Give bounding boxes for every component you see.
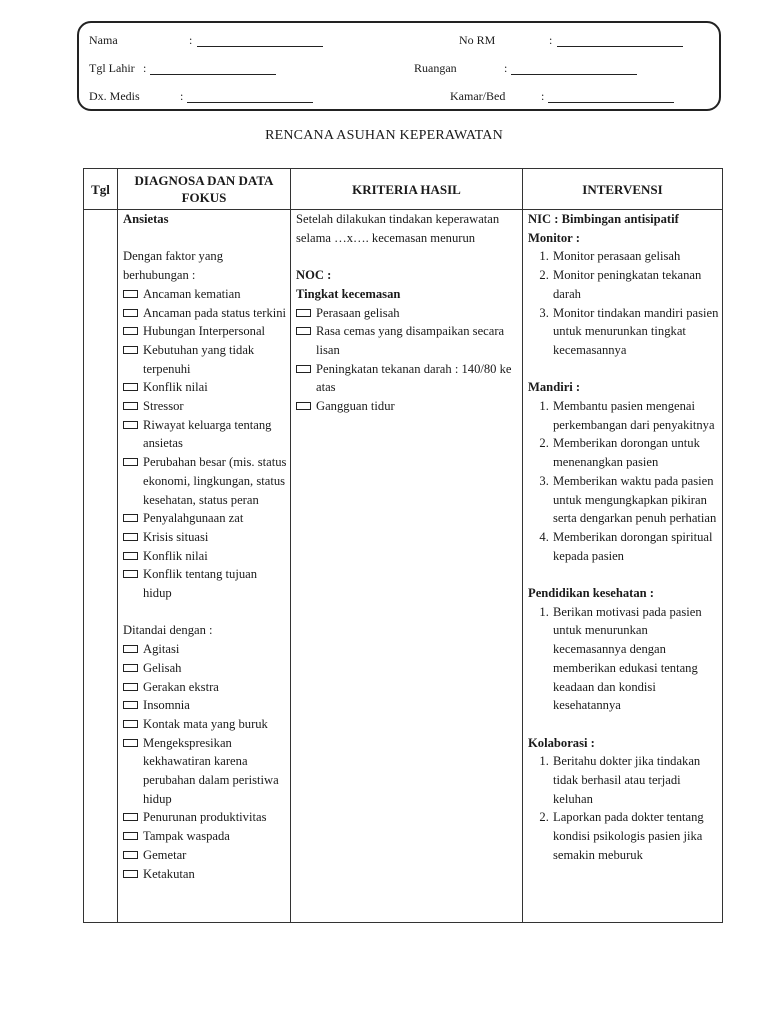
- checkbox-icon[interactable]: [123, 402, 138, 410]
- checkbox-icon[interactable]: [123, 290, 138, 298]
- checkbox-icon[interactable]: [123, 720, 138, 728]
- faktor-item-label: Ancaman kematian: [143, 286, 241, 301]
- tgl-lahir-field: [89, 61, 147, 76]
- nama-line: [197, 46, 323, 47]
- faktor-item: [123, 304, 288, 323]
- ditandai-item: [123, 696, 288, 715]
- kriteria-item: [296, 397, 520, 416]
- noc-label: NOC :: [296, 268, 332, 283]
- kriteria-item: [296, 360, 520, 397]
- checkbox-icon[interactable]: [123, 514, 138, 522]
- kamar-bed-line: [548, 102, 674, 103]
- kriteria-list: [296, 304, 520, 416]
- faktor-item: [123, 285, 288, 304]
- ditandai-list: [123, 640, 288, 883]
- monitor-item: 3. Monitor tindakan mandiri pasien untuk menurunkan tingkat kecemasannya: [552, 304, 720, 360]
- ditandai-item: [123, 808, 288, 827]
- checkbox-icon[interactable]: [123, 645, 138, 653]
- checkbox-icon[interactable]: [123, 832, 138, 840]
- checkbox-icon[interactable]: [296, 365, 311, 373]
- faktor-item-label: Stressor: [143, 399, 184, 414]
- kriteria-item-label: Peningkatan tekanan darah : 140/80 ke atas: [316, 361, 512, 395]
- checkbox-icon[interactable]: [123, 851, 138, 859]
- faktor-item-label: Krisis situasi: [143, 529, 209, 544]
- care-plan-table: [83, 168, 723, 923]
- kriteria-cell: [291, 210, 523, 923]
- ruangan-label: Ruangan: [414, 61, 457, 75]
- ruangan-field: [414, 61, 508, 76]
- kriteria-intro: Setelah dilakukan tindakan keperawatan selama …x…. kecemasan menurun: [296, 212, 500, 245]
- pendidikan-list: [528, 603, 720, 715]
- kriteria-item: [296, 322, 520, 359]
- ditandai-item: [123, 715, 288, 734]
- faktor-item: [123, 528, 288, 547]
- ditandai-item-label: Gerakan ekstra: [143, 679, 219, 694]
- tgl-cell: [84, 210, 118, 923]
- ditandai-item-label: Insomnia: [143, 698, 190, 713]
- col-diagnosa-header: DIAGNOSA DAN DATA FOKUS: [118, 169, 291, 210]
- faktor-item: [123, 322, 288, 341]
- tgl-lahir-colon: :: [143, 61, 147, 75]
- mandiri-label: Mandiri :: [528, 380, 581, 395]
- kriteria-item-label: Rasa cemas yang disampaikan secara lisan: [316, 324, 505, 357]
- kolaborasi-item: 2. Laporkan pada dokter tentang kondisi psikologis pasien jika semakin meburuk: [552, 808, 720, 864]
- faktor-item-label: Ancaman pada status terkini: [143, 305, 287, 320]
- checkbox-icon[interactable]: [296, 309, 311, 317]
- checkbox-icon[interactable]: [296, 402, 311, 410]
- faktor-item-label: Hubungan Interpersonal: [143, 324, 266, 339]
- ruangan-line: [511, 74, 637, 75]
- ditandai-item-label: Tampak waspada: [143, 829, 230, 844]
- ditandai-item: [123, 827, 288, 846]
- kriteria-item-label: Perasaan gelisah: [316, 305, 400, 320]
- ditandai-item: [123, 640, 288, 659]
- faktor-item-label: Konflik tentang tujuan hidup: [143, 567, 258, 601]
- checkbox-icon[interactable]: [123, 813, 138, 821]
- intervensi-cell: [523, 210, 723, 923]
- no-rm-label: No RM: [459, 33, 496, 47]
- nic-title: NIC : Bimbingan antisipatif: [528, 212, 679, 226]
- faktor-item-label: Konflik nilai: [143, 548, 208, 563]
- checkbox-icon[interactable]: [123, 533, 138, 541]
- faktor-item-label: Kebutuhan yang tidak terpenuhi: [143, 342, 255, 376]
- checkbox-icon[interactable]: [123, 421, 138, 429]
- checkbox-icon[interactable]: [123, 383, 138, 391]
- tgl-lahir-line: [150, 74, 276, 75]
- monitor-item: 1. Monitor perasaan gelisah: [552, 247, 720, 266]
- ditandai-item: [123, 846, 288, 865]
- checkbox-icon[interactable]: [123, 739, 138, 747]
- faktor-item: [123, 416, 288, 453]
- checkbox-icon[interactable]: [123, 570, 138, 578]
- mandiri-list: [528, 397, 720, 565]
- diagnosa-cell: [118, 210, 291, 923]
- kamar-bed-colon: :: [541, 89, 545, 103]
- mandiri-item: 2. Memberikan dorongan untuk menenangkan pasien: [552, 434, 720, 471]
- checkbox-icon[interactable]: [123, 327, 138, 335]
- faktor-item: [123, 509, 288, 528]
- col-tgl-header: Tgl: [84, 169, 118, 210]
- ditandai-item: [123, 865, 288, 884]
- faktor-item: [123, 397, 288, 416]
- dx-medis-field: [89, 89, 184, 104]
- mandiri-item: 3. Memberikan waktu pada pasien untuk mengungkapkan pikiran serta dengarkan penuh perhatian: [552, 472, 720, 528]
- nama-field: [89, 33, 193, 48]
- checkbox-icon[interactable]: [123, 701, 138, 709]
- table-header-row: [84, 169, 723, 210]
- checkbox-icon[interactable]: [123, 683, 138, 691]
- tgl-lahir-label: Tgl Lahir: [89, 61, 135, 75]
- ditandai-item: [123, 659, 288, 678]
- faktor-item: [123, 378, 288, 397]
- diagnosa-title: Ansietas: [123, 212, 169, 226]
- no-rm-colon: :: [549, 33, 553, 47]
- faktor-item: [123, 453, 288, 509]
- ditandai-item-label: Agitasi: [143, 642, 180, 657]
- monitor-label: Monitor :: [528, 230, 580, 245]
- noc-title: Tingkat kecemasan: [296, 286, 401, 301]
- pendidikan-label: Pendidikan kesehatan :: [528, 586, 654, 601]
- mandiri-item: 4. Memberikan dorongan spiritual kepada pasien: [552, 528, 720, 565]
- no-rm-field: [459, 33, 553, 48]
- ditandai-item-label: Mengekspresikan kekhawatiran karena perubahan dalam peristiwa hidup: [143, 735, 279, 806]
- dx-medis-line: [187, 102, 313, 103]
- ditandai-label: Ditandai dengan :: [123, 623, 213, 638]
- mandiri-item: 1. Membantu pasien mengenai perkembangan dari penyakitnya: [552, 397, 720, 434]
- monitor-item: 2. Monitor peningkatan tekanan darah: [552, 266, 720, 303]
- checkbox-icon[interactable]: [296, 327, 311, 335]
- ditandai-item-label: Ketakutan: [143, 866, 195, 881]
- ditandai-item: [123, 734, 288, 809]
- nama-label: Nama: [89, 33, 118, 47]
- page-title: RENCANA ASUHAN KEPERAWATAN: [265, 128, 503, 143]
- kriteria-item-label: Gangguan tidur: [316, 399, 395, 414]
- faktor-item: [123, 341, 288, 378]
- checkbox-icon[interactable]: [123, 458, 138, 466]
- ditandai-item-label: Kontak mata yang buruk: [143, 716, 268, 731]
- faktor-item-label: Penyalahgunaan zat: [143, 511, 244, 526]
- ditandai-item-label: Penurunan produktivitas: [143, 810, 267, 825]
- col-kriteria-header: KRITERIA HASIL: [291, 169, 523, 210]
- checkbox-icon[interactable]: [123, 870, 138, 878]
- ruangan-colon: :: [504, 61, 508, 75]
- col-intervensi-header: INTERVENSI: [523, 169, 723, 210]
- faktor-item-label: Konflik nilai: [143, 380, 208, 395]
- kamar-bed-label: Kamar/Bed: [450, 89, 506, 103]
- checkbox-icon[interactable]: [123, 309, 138, 317]
- faktor-list: [123, 285, 288, 603]
- ditandai-item: [123, 678, 288, 697]
- kriteria-item: [296, 304, 520, 323]
- checkbox-icon[interactable]: [123, 346, 138, 354]
- kamar-bed-field: [450, 89, 545, 104]
- ditandai-item-label: Gelisah: [143, 660, 182, 675]
- nama-colon: :: [189, 33, 193, 47]
- kolaborasi-label: Kolaborasi :: [528, 735, 595, 750]
- ditandai-item-label: Gemetar: [143, 847, 187, 862]
- dx-medis-label: Dx. Medis: [89, 89, 140, 103]
- checkbox-icon[interactable]: [123, 552, 138, 560]
- checkbox-icon[interactable]: [123, 664, 138, 672]
- kolaborasi-item: 1. Beritahu dokter jika tindakan tidak berhasil atau terjadi keluhan: [552, 752, 720, 808]
- faktor-item: [123, 565, 288, 602]
- dx-medis-colon: :: [180, 89, 184, 103]
- faktor-label: Dengan faktor yang berhubungan :: [123, 249, 224, 283]
- patient-info-box: [77, 21, 721, 111]
- pendidikan-item: 1. Berikan motivasi pada pasien untuk menurunkan kecemasannya dengan memberikan edukasi tentang keadaan dan kondisi kesehatannya: [552, 603, 720, 715]
- faktor-item-label: Perubahan besar (mis. status ekonomi, lingkungan, status kesehatan, status peran: [143, 455, 287, 507]
- faktor-item: [123, 547, 288, 566]
- monitor-list: [528, 247, 720, 359]
- no-rm-line: [557, 46, 683, 47]
- table-row: [84, 210, 723, 923]
- kolaborasi-list: [528, 752, 720, 864]
- faktor-item-label: Riwayat keluarga tentang ansietas: [143, 417, 272, 451]
